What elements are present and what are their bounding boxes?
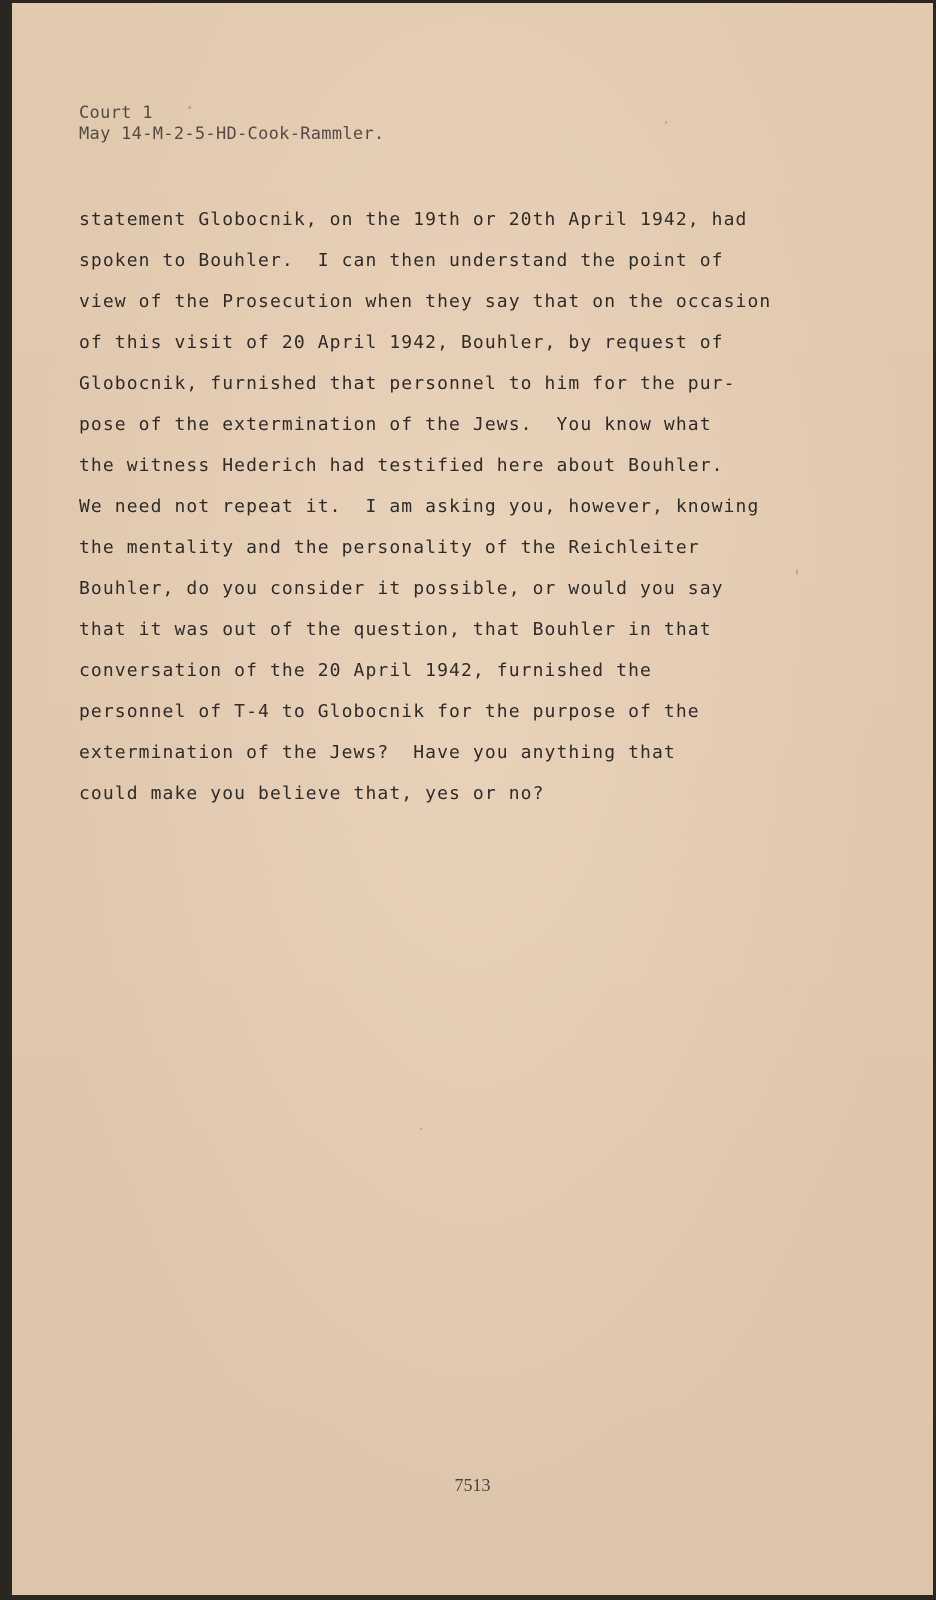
transcript-line: Bouhler, do you consider it possible, or would you say bbox=[79, 578, 724, 599]
session-reference: May 14-M-2-5-HD-Cook-Rammler. bbox=[79, 124, 385, 144]
transcript-line: the mentality and the personality of the Reichleiter bbox=[79, 537, 700, 558]
transcript-line: Globocnik, furnished that personnel to him for the pur- bbox=[79, 373, 736, 394]
paper-speck bbox=[665, 121, 667, 124]
transcript-line: personnel of T-4 to Globocnik for the purpose of the bbox=[79, 701, 700, 722]
transcript-line: view of the Prosecution when they say that on the occasion bbox=[79, 291, 772, 312]
paper-speck bbox=[188, 106, 191, 109]
transcript-line: that it was out of the question, that Bouhler in that bbox=[79, 619, 712, 640]
transcript-line: statement Globocnik, on the 19th or 20th April 1942, had bbox=[79, 209, 748, 230]
paper-speck bbox=[420, 1128, 422, 1130]
document-page bbox=[12, 3, 933, 1595]
page-number: 7513 bbox=[454, 1475, 491, 1495]
transcript-line: conversation of the 20 April 1942, furnished the bbox=[79, 660, 652, 681]
transcript-line: the witness Hederich had testified here about Bouhler. bbox=[79, 455, 724, 476]
transcript-line: pose of the extermination of the Jews. You know what bbox=[79, 414, 712, 435]
transcript-body bbox=[79, 199, 799, 814]
transcript-line: of this visit of 20 April 1942, Bouhler, by request of bbox=[79, 332, 724, 353]
transcript-line: extermination of the Jews? Have you anything that bbox=[79, 742, 676, 763]
transcript-line: We need not repeat it. I am asking you, however, knowing bbox=[79, 496, 760, 517]
paper-speck bbox=[796, 569, 798, 575]
transcript-line: spoken to Bouhler. I can then understand the point of bbox=[79, 250, 724, 271]
court-label: Court 1 bbox=[79, 103, 153, 123]
transcript-line: could make you believe that, yes or no? bbox=[79, 783, 545, 804]
document-header bbox=[79, 103, 385, 145]
